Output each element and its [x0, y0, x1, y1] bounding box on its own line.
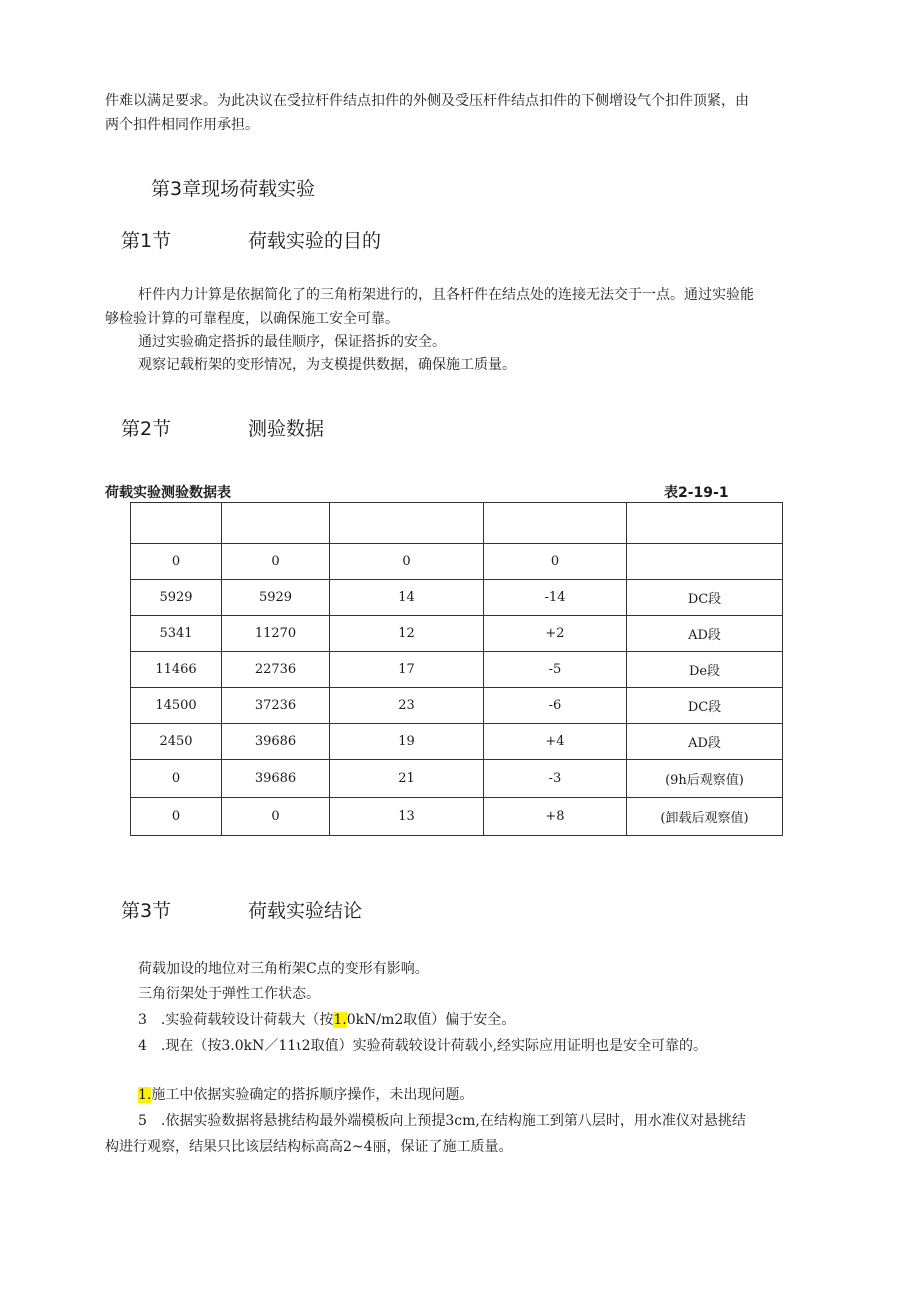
- table-row: [131, 798, 783, 836]
- table-cell: (9h后观察值): [627, 760, 783, 798]
- table-cell: 14500: [131, 688, 222, 724]
- table-cell: 17: [330, 652, 484, 688]
- chapter-title: 第3章现场荷载实验: [151, 178, 316, 200]
- table-row: [131, 616, 783, 652]
- table-cell: 5341: [131, 616, 222, 652]
- data-table: [130, 502, 783, 836]
- conclusion-5-post: 施工中依据实验确定的搭拆顺序操作，未出现问题。: [151, 1087, 474, 1103]
- section-1-number: 第1节: [121, 230, 172, 252]
- conclusion-1: 荷载加设的地位对三角桁架C点的变形有影响。: [138, 961, 429, 977]
- section-1-para-3: 观察记载桁架的变形情况，为支模提供数据，确保施工质量。: [138, 357, 516, 373]
- table-cell: -5: [484, 652, 627, 688]
- table-cell: +4: [484, 724, 627, 760]
- table-cell: 22736: [222, 652, 330, 688]
- table-cell: 23: [330, 688, 484, 724]
- table-header-cell: [222, 503, 330, 544]
- section-1-para-1-cont: 够检验计算的可靠程度，以确保施工安全可靠。: [105, 311, 399, 327]
- section-3-title: 荷载实验结论: [248, 900, 363, 922]
- table-header-cell: [131, 503, 222, 544]
- conclusion-3-post: 0kN/m2取值）偏于安全。: [346, 1012, 516, 1028]
- table-cell: 12: [330, 616, 484, 652]
- table-row: [131, 544, 783, 580]
- conclusion-5-highlight: 1.: [138, 1087, 152, 1103]
- table-cell: DC段: [627, 688, 783, 724]
- table-cell: 0: [330, 544, 484, 580]
- table-cell: -3: [484, 760, 627, 798]
- section-2-title: 测验数据: [248, 418, 325, 440]
- table-cell: -6: [484, 688, 627, 724]
- section-1-para-1: 杆件内力计算是依据简化了的三角桁架进行的，且各杆件在结点处的连接无法交于一点。通过实验能: [138, 287, 754, 303]
- table-cell: 14: [330, 580, 484, 616]
- table-header-row: [131, 503, 783, 544]
- table-header-cell: [484, 503, 627, 544]
- conclusion-2: 三角衍架处于弹性工作状态。: [138, 986, 320, 1002]
- table-cell: 0: [131, 760, 222, 798]
- table-caption: 荷载实验测验数据表: [105, 485, 231, 501]
- table-cell: AD段: [627, 724, 783, 760]
- table-cell: 0: [222, 544, 330, 580]
- table-cell: 21: [330, 760, 484, 798]
- table-cell: 13: [330, 798, 484, 836]
- conclusion-4: 4 .现在（按3.0kN／11ι2取值）实验荷载较设计荷载小,经实际应用证明也是安全可靠的。: [138, 1038, 708, 1054]
- section-1-para-2: 通过实验确定搭拆的最佳顺序，保证搭拆的安全。: [138, 334, 446, 350]
- table-cell: 37236: [222, 688, 330, 724]
- intro-line-2: 两个扣件相同作用承担。: [105, 117, 259, 133]
- table-cell: 19: [330, 724, 484, 760]
- table-cell: 2450: [131, 724, 222, 760]
- table-cell: +8: [484, 798, 627, 836]
- table-header-cell: [330, 503, 484, 544]
- table-cell: 0: [222, 798, 330, 836]
- table-row: [131, 760, 783, 798]
- intro-line-1: 件难以满足要求。为此决议在受拉杆件结点扣件的外侧及受压杆件结点扣件的下侧增设气个扣件顶紧，由: [105, 93, 749, 109]
- section-3-number: 第3节: [121, 900, 172, 922]
- table-row: [131, 580, 783, 616]
- conclusion-5: [138, 1084, 473, 1106]
- section-1-title: 荷载实验的目的: [248, 230, 382, 252]
- table-cell: AD段: [627, 616, 783, 652]
- table-row: [131, 724, 783, 760]
- table-cell: 0: [484, 544, 627, 580]
- table-cell: 0: [131, 798, 222, 836]
- table-cell: [627, 544, 783, 580]
- section-2-number: 第2节: [121, 418, 172, 440]
- table-row: [131, 688, 783, 724]
- table-cell: 0: [131, 544, 222, 580]
- table-cell: +2: [484, 616, 627, 652]
- conclusion-3-pre: 3 .实验荷载较设计荷载大（按: [138, 1012, 334, 1028]
- table-cell: 39686: [222, 724, 330, 760]
- conclusion-6-line-2: 构进行观察，结果只比该层结构标高高2~4丽，保证了施工质量。: [105, 1139, 513, 1155]
- table-cell: 5929: [222, 580, 330, 616]
- table-cell: (卸载后观察值): [627, 798, 783, 836]
- conclusion-6-line-1: 5 .依据实验数据将悬挑结构最外端模板向上预提3cm,在结构施工到第八层时，用水准仪对悬挑结: [138, 1113, 746, 1129]
- conclusion-3: [138, 1009, 515, 1031]
- table-number: 表2-19-1: [664, 485, 729, 501]
- table-row: [131, 652, 783, 688]
- table-cell: De段: [627, 652, 783, 688]
- table-cell: 5929: [131, 580, 222, 616]
- table-header-cell: [627, 503, 783, 544]
- table-cell: 11270: [222, 616, 330, 652]
- table-cell: 39686: [222, 760, 330, 798]
- table-cell: DC段: [627, 580, 783, 616]
- table-cell: -14: [484, 580, 627, 616]
- table-cell: 11466: [131, 652, 222, 688]
- conclusion-3-highlight: 1.: [333, 1012, 347, 1028]
